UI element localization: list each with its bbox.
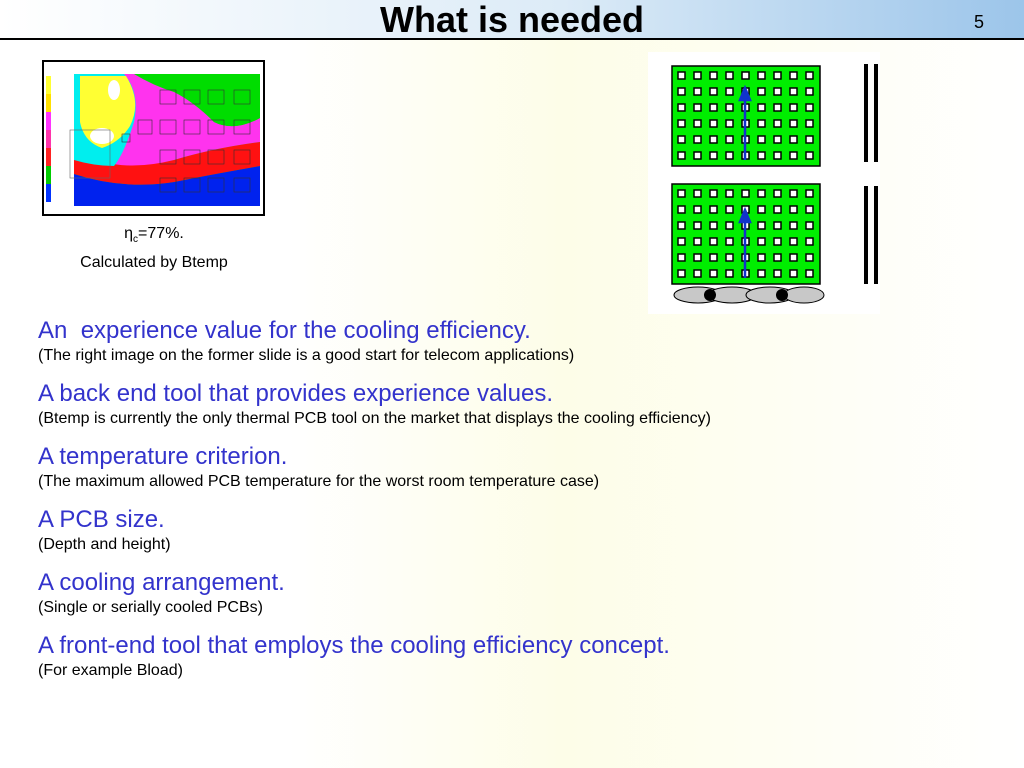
pcb-component [790,206,797,213]
eta-subscript: c [133,234,139,246]
pcb-component [790,88,797,95]
pcb-component [790,136,797,143]
pcb-component [726,136,733,143]
calculated-by-label: Calculated by Btemp [80,254,228,272]
pcb-component [790,72,797,79]
pcb-component [678,222,685,229]
pcb-component [774,136,781,143]
pcb-component [694,222,701,229]
pcb-component [774,206,781,213]
pcb-component [710,206,717,213]
requirement-item [38,568,998,618]
pcb-component [710,222,717,229]
pcb-component [678,88,685,95]
pcb-component [758,72,765,79]
requirement-heading: A back end tool that provides experience values. [38,380,553,407]
requirement-item [38,316,998,366]
figure-caption [40,222,268,274]
pcb-component [806,238,813,245]
pcb-component [694,190,701,197]
pcb-component [774,152,781,159]
pcb-component [678,104,685,111]
pcb-component [694,88,701,95]
pcb-component [806,120,813,127]
pcb-component [694,254,701,261]
pcb-component [758,190,765,197]
pcb-component [758,238,765,245]
pcb-component [774,72,781,79]
requirement-note: (The maximum allowed PCB temperature for the worst room temperature case) [38,473,600,490]
pcb-component [742,190,749,197]
slide-title: What is needed [379,0,645,40]
pcb-component [790,190,797,197]
pcb-component [742,72,749,79]
pcb-component [758,222,765,229]
pcb-component [726,120,733,127]
pcb-component [774,88,781,95]
pcb-component [774,238,781,245]
pcb-component [806,254,813,261]
pcb-component [758,104,765,111]
pcb-component [710,254,717,261]
pcb-component [694,136,701,143]
requirement-item [38,505,998,555]
pcb-component [774,104,781,111]
pcb-component [726,152,733,159]
pcb-component [758,270,765,277]
thermal-map-graphic [44,62,263,214]
pcb-component [678,120,685,127]
pcb-component [758,254,765,261]
requirement-note: (Btemp is currently the only thermal PCB tool on the market that displays the cooling efficiency) [38,410,711,427]
pcb-component [678,206,685,213]
pcb-component [806,152,813,159]
pcb-component [726,206,733,213]
pcb-component [806,222,813,229]
pcb-component [710,238,717,245]
pcb-component [710,152,717,159]
pcb-component [694,152,701,159]
pcb-component [726,254,733,261]
efficiency-caption [40,222,268,251]
slide-header [0,0,1024,40]
pcb-component [678,72,685,79]
requirement-note: (Depth and height) [38,536,171,553]
pcb-component [726,238,733,245]
fan-tray [674,287,824,303]
pcb-component [710,120,717,127]
pcb-component [710,88,717,95]
pcb-component [726,88,733,95]
pcb-component [774,222,781,229]
side-view-boards [864,64,878,284]
pcb-component [758,136,765,143]
pcb-component [694,104,701,111]
requirement-note: (Single or serially cooled PCBs) [38,599,263,616]
pcb-component [678,254,685,261]
requirement-item [38,442,998,492]
requirement-heading: A PCB size. [38,506,165,533]
pcb-component [758,88,765,95]
pcb-component [806,104,813,111]
requirement-heading: A front-end tool that employs the cooling efficiency concept. [38,632,670,659]
requirement-item [38,379,998,429]
pcb-component [774,270,781,277]
pcb-component [694,270,701,277]
pcb-component [774,120,781,127]
pcb-component [726,222,733,229]
pcb-component [806,206,813,213]
eta-symbol: η [124,225,134,242]
pcb-component [790,104,797,111]
pcb-component [774,254,781,261]
pcb-component [806,136,813,143]
pcb-component [678,190,685,197]
efficiency-value: =77%. [138,225,184,242]
pcb-component [790,120,797,127]
requirements-list [38,316,998,694]
pcb-component [790,254,797,261]
pcb-schematic-graphic [648,52,880,314]
pcb-component [694,206,701,213]
requirement-heading: A cooling arrangement. [38,569,285,596]
requirement-note: (For example Bload) [38,662,183,679]
requirement-heading: A temperature criterion. [38,443,288,470]
pcb-component [726,104,733,111]
pcb-component [726,270,733,277]
pcb-component [710,136,717,143]
requirement-note: (The right image on the former slide is a good start for telecom applications) [38,347,575,364]
pcb-component [710,72,717,79]
pcb-component [758,206,765,213]
pcb-component [710,104,717,111]
pcb-component [678,152,685,159]
pcb-component [726,190,733,197]
pcb-schematic-image [648,52,880,314]
pcb-component [678,136,685,143]
pcb-component [806,190,813,197]
pcb-component [694,238,701,245]
pcb-component [790,238,797,245]
pcb-component [694,72,701,79]
pcb-component [790,152,797,159]
pcb-component [790,222,797,229]
pcb-component [790,270,797,277]
requirement-item [38,631,998,681]
pcb-component [694,120,701,127]
requirement-heading: An experience value for the cooling efficiency. [38,317,531,344]
pcb-component [806,88,813,95]
pcb-component [710,270,717,277]
page-number: 5 [973,12,984,32]
pcb-component [774,190,781,197]
pcb-component [806,270,813,277]
pcb-component [806,72,813,79]
pcb-component [710,190,717,197]
pcb-component [726,72,733,79]
pcb-component [678,238,685,245]
thermal-map-image [42,60,265,216]
pcb-component [758,152,765,159]
pcb-component [758,120,765,127]
pcb-component [678,270,685,277]
